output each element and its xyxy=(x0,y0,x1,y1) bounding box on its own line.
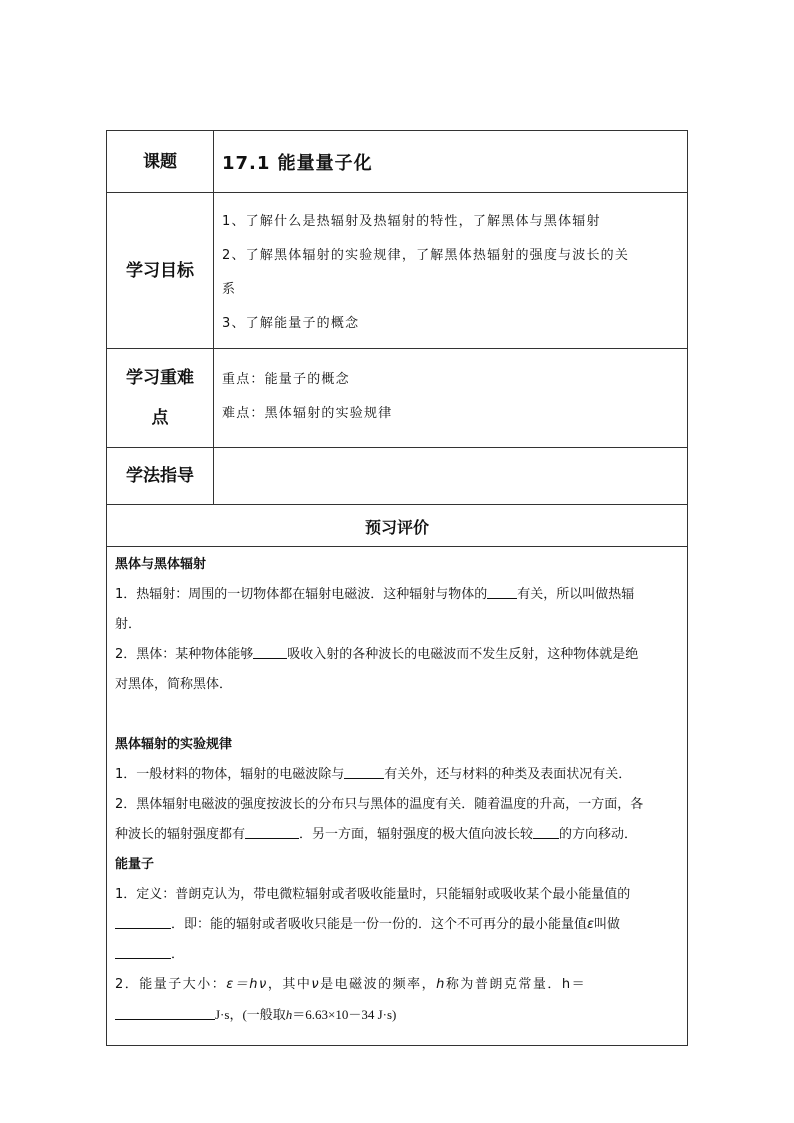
h-symbol: h xyxy=(285,1007,293,1022)
text-line xyxy=(115,640,679,670)
text-segment: ，其中 xyxy=(267,977,312,992)
text-line xyxy=(115,580,679,610)
preview-content xyxy=(115,550,679,1030)
text-segment: h＝ xyxy=(561,977,587,992)
objectives-list xyxy=(214,193,687,348)
text-line xyxy=(115,760,679,790)
text-line xyxy=(115,910,679,940)
text-segment: J·s，(一般取 xyxy=(215,1007,286,1022)
text-segment: ．另一方面，辐射强度的极大值向波长较 xyxy=(299,827,534,842)
fill-blank[interactable] xyxy=(115,1005,215,1020)
text-segment: 有关，所以叫做热辐 xyxy=(517,587,635,602)
fill-blank[interactable] xyxy=(115,914,171,929)
fill-blank[interactable] xyxy=(245,824,299,839)
text-segment: ＝6.63×10－34 J·s) xyxy=(292,1007,397,1022)
text-segment: 是电磁波的频率， xyxy=(320,977,437,992)
objective-item: 2、了解黑体辐射的实验规律，了解黑体热辐射的强度与波长的关 xyxy=(222,248,630,263)
text-line: 1．定义：普朗克认为，带电微粒辐射或者吸收能量时，只能辐射或吸收某个最小能量值的 xyxy=(115,887,631,902)
text-segment: ． xyxy=(171,947,185,962)
important-point: 重点：能量子的概念 xyxy=(222,372,350,387)
key-points-label-line1: 学习重难 xyxy=(126,368,194,388)
text-line xyxy=(115,1000,679,1030)
text-line: 射． xyxy=(115,617,142,632)
text-line xyxy=(115,940,679,970)
spacer xyxy=(115,700,679,730)
text-line: 2．黑体辐射电磁波的强度按波长的分布只与黑体的温度有关．随着温度的升高，一方面，各 xyxy=(115,797,644,812)
objective-item: 3、了解能量子的概念 xyxy=(222,316,360,331)
topic-row xyxy=(107,131,687,193)
formula: ε＝hν xyxy=(226,977,268,992)
text-segment: 称为普朗克常量． xyxy=(445,977,562,992)
text-segment: ．即：能的辐射或者吸收只能是一份一份的．这个不可再分的最小能量值 xyxy=(171,917,588,932)
key-points-label-line2: 点 xyxy=(151,408,169,428)
topic-label: 课题 xyxy=(107,131,214,192)
fill-blank[interactable] xyxy=(487,584,517,599)
text-segment: 的方向移动． xyxy=(559,827,638,842)
text-segment: 有关外，还与材料的种类及表面状况有关． xyxy=(384,767,632,782)
text-segment: 2．能量子大小： xyxy=(115,977,227,992)
key-points-row xyxy=(107,349,687,448)
text-line xyxy=(115,970,679,1000)
text-segment: 吸收入射的各种波长的电磁波而不发生反射，这种物体就是绝 xyxy=(287,647,639,662)
section-heading: 黑体与黑体辐射 xyxy=(115,557,207,572)
objectives-row xyxy=(107,193,687,349)
fill-blank[interactable] xyxy=(253,644,287,659)
objective-item: 系 xyxy=(222,282,237,297)
difficult-point: 难点：黑体辐射的实验规律 xyxy=(222,406,393,421)
text-segment: 叫做 xyxy=(594,917,621,932)
key-points-label xyxy=(107,349,214,447)
preview-body xyxy=(107,547,687,1045)
method-row xyxy=(107,448,687,505)
text-segment: 种波长的辐射强度都有 xyxy=(115,827,246,842)
text-line: 对黑体，简称黑体． xyxy=(115,677,233,692)
text-segment: 2．黑体：某种物体能够 xyxy=(115,647,254,662)
key-points-content xyxy=(214,349,687,447)
text-segment: 1．热辐射：周围的一切物体都在辐射电磁波．这种辐射与物体的 xyxy=(115,587,488,602)
fill-blank[interactable] xyxy=(115,944,171,959)
nu-symbol: ν xyxy=(311,977,321,992)
method-label: 学法指导 xyxy=(107,448,214,504)
objective-item: 1、了解什么是热辐射及热辐射的特性，了解黑体与黑体辐射 xyxy=(222,214,601,229)
h-symbol: h xyxy=(436,977,446,992)
epsilon-symbol: ε xyxy=(587,917,595,932)
lesson-plan-table xyxy=(106,130,688,1046)
section-heading: 能量子 xyxy=(115,857,155,872)
fill-blank[interactable] xyxy=(344,764,384,779)
text-line xyxy=(115,820,679,850)
text-segment: 1．一般材料的物体，辐射的电磁波除与 xyxy=(115,767,345,782)
preview-title-row xyxy=(107,505,687,547)
preview-title: 预习评价 xyxy=(364,518,429,537)
method-value xyxy=(214,448,687,504)
section-heading: 黑体辐射的实验规律 xyxy=(115,737,233,752)
fill-blank[interactable] xyxy=(533,824,559,839)
topic-value: 17.1 能量量子化 xyxy=(222,152,373,174)
objectives-label: 学习目标 xyxy=(107,193,214,348)
